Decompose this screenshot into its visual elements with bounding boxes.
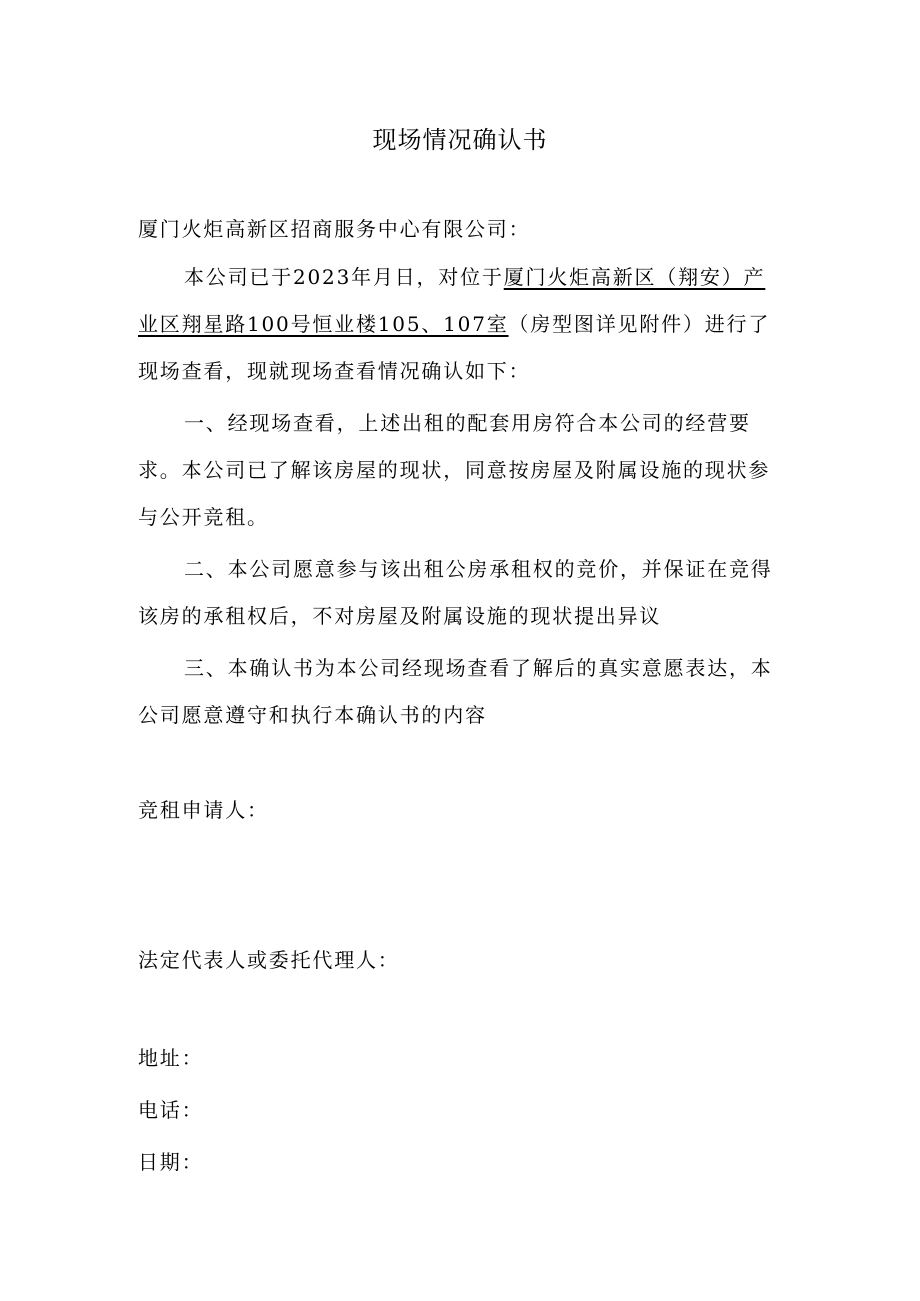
- intro-before: 本公司已于: [184, 265, 293, 289]
- intro-mid: 年月日，对位于: [351, 265, 504, 289]
- applicant-field-label: 竞租申请人：: [138, 798, 269, 822]
- representative-field-label: 法定代表人或委托代理人：: [138, 948, 400, 972]
- paragraph-intro: [138, 254, 786, 395]
- paragraph-clause-3: 三、本确认书为本公司经现场查看了解后的真实意愿表达，本公司愿意遵守和执行本确认书的内容: [138, 656, 773, 727]
- addressee: 厦门火炬高新区招商服务中心有限公司：: [138, 217, 531, 241]
- document-title: 现场情况确认书: [372, 126, 548, 154]
- property-address: 厦门火炬高新区（翔安）产业区翔星路100号恒业楼105、107室: [138, 265, 766, 336]
- address-field-label: 地址：: [138, 1046, 204, 1070]
- paragraph-clause-1: 一、经现场查看，上述出租的配套用房符合本公司的经营要求。本公司已了解该房屋的现状，同意按房屋及附属设施的现状参与公开竞租。: [138, 411, 771, 529]
- intro-year: 2023: [293, 265, 352, 289]
- intro-after: （房型图详见附件）进行了现场查看，现就现场查看情况确认如下：: [138, 312, 771, 383]
- phone-field-label: 电话：: [138, 1098, 204, 1122]
- date-field-label: 日期：: [138, 1150, 204, 1174]
- paragraph-clause-2: 二、本公司愿意参与该出租公房承租权的竞价，并保证在竞得该房的承租权后，不对房屋及附属设施的现状提出异议: [138, 557, 773, 628]
